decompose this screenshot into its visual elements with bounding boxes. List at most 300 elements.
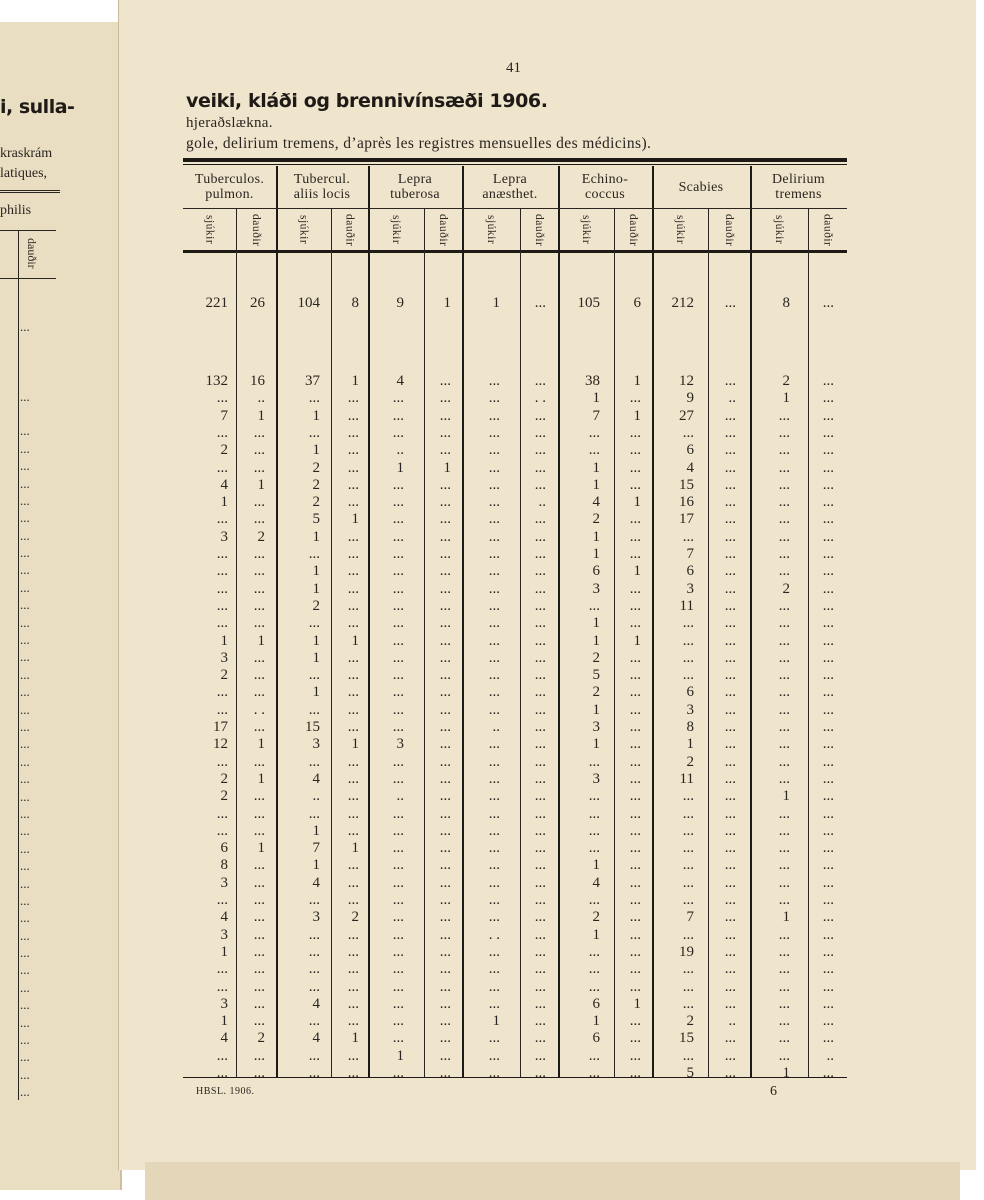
table-row-cell: ... (682, 528, 694, 545)
table-row-cell: 3 (312, 909, 320, 926)
left-page-value: ... (20, 701, 30, 717)
table-row-cell: ... (822, 580, 834, 597)
table-row-cell: ... (347, 753, 359, 770)
table-row-cell: ... (588, 978, 600, 995)
table-row-cell: ... (534, 615, 546, 632)
table-row-cell: 1 (351, 840, 359, 857)
table-row-cell: ... (629, 546, 641, 562)
table-row-cell: ... (778, 892, 790, 908)
subheader-sjukir: sjúkir (203, 215, 216, 245)
left-page-value: ... (20, 666, 30, 682)
table-row-cell: ... (347, 1065, 359, 1081)
table-row-cell: 1 (220, 1013, 228, 1030)
table-row-cell: 17 (679, 511, 694, 528)
table-row-cell: ... (534, 476, 546, 493)
table-row-cell: ... (216, 1047, 228, 1064)
table-row-cell: ... (629, 684, 641, 701)
subheader-sjukir: sjúkir (773, 215, 785, 245)
table-row-cell: 2 (592, 909, 600, 926)
table-row-cell: ... (724, 840, 736, 857)
table-row-cell: ... (534, 442, 546, 459)
table-row-cell: ... (822, 822, 834, 839)
table-row-cell: ... (439, 563, 451, 580)
table-row-cell: 2 (686, 753, 694, 770)
table-row-cell: 1 (257, 840, 265, 857)
total-row-cell: 9 (396, 295, 404, 311)
table-row-cell: 3 (592, 580, 600, 597)
table-row-cell: 1 (633, 494, 641, 511)
table-row-cell: ... (588, 943, 600, 960)
table-row-cell: 16 (250, 373, 265, 389)
table-row-cell: ... (347, 684, 359, 701)
table-row-cell: ... (682, 874, 694, 891)
table-row-cell: ... (588, 822, 600, 839)
table-row-cell: ... (253, 822, 265, 839)
table-row-cell: ... (822, 1030, 834, 1047)
left-page-value (20, 353, 60, 370)
table-row-cell: 37 (305, 373, 320, 389)
table-row-cell: .. (312, 788, 320, 805)
table-row-cell: ... (347, 926, 359, 943)
table-row-cell: ... (822, 1065, 834, 1081)
column-header-5: Echino- coccus (581, 172, 629, 202)
table-row-cell: ... (253, 684, 265, 701)
table-row-cell: ... (392, 926, 404, 943)
table-row-cell: 1 (351, 1030, 359, 1047)
table-row-cell: ... (534, 943, 546, 960)
table-row-cell: ... (724, 874, 736, 891)
total-row-cell: 105 (577, 295, 600, 311)
table-row-cell: ... (778, 961, 790, 978)
left-page-value: ... (20, 788, 30, 804)
left-page-value: ... (20, 823, 30, 839)
table-row-cell: ... (392, 753, 404, 770)
table-row-cell: 11 (679, 770, 694, 787)
table-row-cell: ... (778, 511, 790, 528)
table-row-cell: ... (253, 857, 265, 874)
table-row-cell: ... (724, 632, 736, 649)
table-row-cell: ... (822, 961, 834, 978)
table-row-cell: ... (822, 442, 834, 459)
column-header-3: Lepra tuberosa (390, 172, 440, 202)
table-row-cell: ... (347, 597, 359, 614)
table-row-cell: ... (534, 1047, 546, 1064)
table-row-cell: ... (308, 390, 320, 407)
table-row-cell: .. (538, 494, 546, 511)
table-row-cell: ... (534, 874, 546, 891)
table-row-cell: ... (308, 667, 320, 684)
table-row-cell: ... (392, 528, 404, 545)
table-row-cell: ... (392, 494, 404, 511)
table-row-cell: 1 (312, 528, 320, 545)
table-row-cell: 2 (312, 597, 320, 614)
table-row-cell: 2 (312, 459, 320, 476)
table-row-cell: ... (822, 788, 834, 805)
table-row-cell: ... (724, 459, 736, 476)
left-page-value: ... (20, 458, 30, 474)
table-row-cell: 1 (257, 770, 265, 787)
column-header-7: Delirium tremens (772, 172, 825, 202)
table-row-cell: ... (347, 563, 359, 580)
table-row-cell: ... (534, 563, 546, 580)
table-row-cell: ... (822, 511, 834, 528)
total-row-cell: 1 (443, 295, 451, 311)
subheader-sjukir: sjúkir (485, 215, 497, 245)
table-row-cell: 2 (220, 788, 228, 805)
table-row-cell: ... (488, 961, 500, 978)
table-row-cell: ... (347, 528, 359, 545)
table-row-cell: .. (492, 719, 500, 735)
table-row-cell: ... (534, 736, 546, 753)
table-row-cell: 1 (592, 736, 600, 753)
table-row-cell: ... (822, 528, 834, 545)
table-row-cell: 6 (686, 563, 694, 580)
table-row-cell: ... (253, 943, 265, 960)
table-row-cell: ... (308, 943, 320, 960)
column-header-4: Lepra anæsthet. (482, 172, 538, 202)
column-header-1: Tuberculos. pulmon. (194, 172, 265, 202)
table-row-cell: ... (439, 857, 451, 874)
table-row-cell: ... (822, 943, 834, 960)
total-row-cell: 8 (782, 295, 790, 311)
table-row-cell: .. (826, 1047, 834, 1064)
table-row-cell: ... (588, 1047, 600, 1064)
table-row-cell: 12 (213, 736, 228, 753)
left-page-value: ... (20, 979, 30, 995)
table-row-cell: ... (724, 580, 736, 597)
table-row-cell: ... (253, 459, 265, 476)
table-row-cell: ... (308, 753, 320, 770)
table-row-cell: ... (347, 978, 359, 995)
left-page-value: ... (20, 927, 30, 943)
table-row-cell: ... (488, 736, 500, 753)
table-row-cell: ... (724, 909, 736, 926)
table-row-cell: 3 (220, 926, 228, 943)
table-row-cell: ... (392, 770, 404, 787)
table-row-cell: ... (778, 442, 790, 459)
table-row-cell: ... (488, 840, 500, 857)
table-row-cell: ... (308, 615, 320, 632)
table-row-cell: ... (822, 684, 834, 701)
left-page-rule (0, 190, 60, 194)
table-row-cell: ... (778, 926, 790, 943)
table-row-cell: ... (439, 995, 451, 1012)
table-row-cell: ... (629, 874, 641, 891)
table-row-cell: ... (216, 961, 228, 978)
table-row-cell: 1 (396, 1047, 404, 1064)
left-page-value: ... (20, 736, 30, 752)
table-row-cell: ... (253, 424, 265, 441)
table-row-cell: ... (347, 649, 359, 666)
left-page-heading: i, sulla- (0, 96, 75, 118)
table-row-cell: 1 (592, 390, 600, 407)
table-row-cell: ... (822, 770, 834, 787)
table-row-cell: 1 (592, 632, 600, 649)
left-page-column-values (20, 318, 60, 1101)
table-row-cell: ... (392, 961, 404, 978)
table-row-cell: ... (253, 926, 265, 943)
table-row-cell: ... (724, 961, 736, 978)
table-row-cell: ... (778, 701, 790, 718)
table-row-cell: 1 (351, 632, 359, 649)
table-row-cell: ... (778, 736, 790, 753)
table-row-cell: ... (724, 476, 736, 493)
table-row-cell: ... (822, 926, 834, 943)
left-page-value: ... (20, 892, 30, 908)
table-row-cell: ... (347, 701, 359, 718)
table-row-cell: ... (216, 684, 228, 701)
table-row-cell: 4 (312, 770, 320, 787)
subheader-daudir: dauðir (821, 213, 834, 247)
table-row-cell: ... (488, 909, 500, 926)
table-row-cell: ... (822, 597, 834, 614)
table-row-cell: ... (216, 424, 228, 441)
table-row-cell: ... (724, 926, 736, 943)
table-row-cell: ... (439, 442, 451, 459)
table-row-cell: ... (724, 1030, 736, 1047)
table-row-cell: .. (257, 390, 265, 407)
table-row-cell: ... (253, 563, 265, 580)
table-row-cell: 1 (312, 857, 320, 874)
table-row-cell: ... (682, 961, 694, 978)
table-row-cell: ... (216, 892, 228, 908)
table-row-cell: ... (488, 546, 500, 562)
table-row-cell: ... (629, 857, 641, 874)
table-row-cell: ... (778, 995, 790, 1012)
table-row-cell: ... (439, 649, 451, 666)
table-row-cell: ... (629, 943, 641, 960)
table-row-cell: ... (629, 788, 641, 805)
table-row-cell: ... (488, 476, 500, 493)
table-row-cell: 2 (312, 494, 320, 511)
table-row-cell: 8 (220, 857, 228, 874)
left-page-line2: latiques, (0, 166, 48, 181)
total-row-cell: 1 (492, 295, 500, 311)
table-row-cell: ... (778, 684, 790, 701)
table-row-cell: 2 (782, 373, 790, 389)
table-row-cell: 3 (686, 580, 694, 597)
table-row-cell: ... (392, 615, 404, 632)
table-row-cell: ... (629, 615, 641, 632)
page-edge (145, 1162, 960, 1200)
table-row-cell: ... (682, 926, 694, 943)
table-row-cell: ... (347, 442, 359, 459)
table-row-cell: ... (629, 926, 641, 943)
table-row-cell: ... (724, 528, 736, 545)
table-row-cell: 1 (592, 459, 600, 476)
table-row-cell: 1 (782, 788, 790, 805)
table-row-cell: ... (392, 822, 404, 839)
subheader-daudir: dauðir (627, 213, 639, 247)
table-row-cell: 1 (257, 476, 265, 493)
table-row-cell: ... (392, 632, 404, 649)
table-row-cell: ... (778, 822, 790, 839)
table-row-cell: ... (253, 580, 265, 597)
table-row-cell: ... (588, 840, 600, 857)
table-row-cell: ... (534, 770, 546, 787)
table-row-cell: ... (534, 995, 546, 1012)
table-row-cell: ... (724, 857, 736, 874)
table-row-cell: ... (488, 978, 500, 995)
table-row-cell: ... (682, 822, 694, 839)
table-row-cell: 4 (686, 459, 694, 476)
table-row-cell: 1 (782, 1065, 790, 1081)
table-row-cell: ... (822, 840, 834, 857)
left-page-value: ... (20, 649, 30, 665)
table-row-cell: ... (778, 667, 790, 684)
left-page-value: ... (20, 423, 30, 439)
table-row-cell: ... (682, 788, 694, 805)
table-row-cell: 2 (220, 442, 228, 459)
table-row-cell: ... (439, 615, 451, 632)
table-row-cell: 1 (257, 632, 265, 649)
table-row-cell: ... (629, 822, 641, 839)
table-row-cell: ... (439, 528, 451, 545)
table-row-cell: 2 (220, 770, 228, 787)
group-header-rule (276, 208, 368, 209)
table-row-cell: ... (347, 995, 359, 1012)
table-row-cell: ... (822, 632, 834, 649)
table-header-rule (183, 250, 847, 253)
table-row-cell: ... (347, 476, 359, 493)
table-row-cell: ... (253, 615, 265, 632)
table-row-cell: ... (308, 1013, 320, 1030)
subheader-daudir: dauðir (437, 213, 449, 247)
table-row-cell: ... (534, 667, 546, 684)
table-row-cell: ... (308, 892, 320, 908)
table-row-cell: 7 (220, 407, 228, 424)
left-page-value: ... (20, 614, 30, 630)
left-page-value: ... (20, 1032, 30, 1048)
table-row-cell: ... (778, 770, 790, 787)
table-row-cell: 3 (220, 874, 228, 891)
table-row-cell: ... (308, 978, 320, 995)
table-row-cell: ... (534, 840, 546, 857)
table-row-cell: 2 (220, 667, 228, 684)
table-row-cell: ... (488, 995, 500, 1012)
left-page-value: ... (20, 440, 30, 456)
table-row-cell: 1 (220, 943, 228, 960)
table-row-cell: ... (534, 719, 546, 735)
table-row-cell: ... (392, 476, 404, 493)
group-header-rule (558, 208, 652, 209)
table-row-cell: 1 (592, 528, 600, 545)
subheader-sjukir: sjúkir (297, 215, 310, 245)
table-row-cell: ... (822, 995, 834, 1012)
footer-signature: HBSL. 1906. (196, 1086, 255, 1097)
table-row-cell: ... (629, 390, 641, 407)
table-row-cell: ... (392, 805, 404, 822)
table-row-cell: ... (216, 753, 228, 770)
table-row-cell: ... (347, 857, 359, 874)
table-row-cell: ... (778, 1013, 790, 1030)
table-row-cell: ... (488, 943, 500, 960)
table-row-cell: ... (724, 701, 736, 718)
table-row-cell: 19 (679, 943, 694, 960)
table-row-cell: ... (778, 459, 790, 476)
left-page-value: ... (20, 840, 30, 856)
table-row-cell: ... (682, 995, 694, 1012)
table-row-cell: ... (488, 632, 500, 649)
table-row-cell: ... (392, 580, 404, 597)
left-page-value: ... (20, 805, 30, 821)
table-row-cell: ... (488, 649, 500, 666)
table-row-cell: ... (439, 1047, 451, 1064)
table-row-cell: ... (392, 667, 404, 684)
table-row-cell: ... (253, 494, 265, 511)
left-page-value: ... (20, 632, 30, 648)
table-row-cell: ... (682, 892, 694, 908)
table-row-cell: ... (822, 563, 834, 580)
table-row-cell: ... (488, 805, 500, 822)
table-row-cell: 1 (633, 632, 641, 649)
page-number: 41 (506, 60, 521, 76)
table-row-cell: ... (392, 424, 404, 441)
table-row-cell: 3 (686, 701, 694, 718)
table-row-cell: ... (439, 736, 451, 753)
table-row-cell: .. (396, 788, 404, 805)
table-row-cell: ... (392, 909, 404, 926)
table-row-cell: ... (682, 424, 694, 441)
table-row-cell: 1 (686, 736, 694, 753)
table-row-cell: ... (439, 719, 451, 735)
table-row-cell: ... (588, 1065, 600, 1081)
table-row-cell: ... (778, 1047, 790, 1064)
table-row-cell: ... (629, 736, 641, 753)
table-row-cell: ... (488, 892, 500, 908)
left-page-value: ... (20, 910, 30, 926)
table-row-cell: ... (308, 961, 320, 978)
table-row-cell: ... (347, 822, 359, 839)
table-row-cell: ... (439, 943, 451, 960)
table-row-cell: ... (534, 649, 546, 666)
table-row-cell: ... (588, 753, 600, 770)
table-row-cell: 1 (351, 511, 359, 528)
table-row-cell: ... (439, 1065, 451, 1081)
table-row-cell: . . (253, 701, 265, 718)
table-row-cell: ... (216, 615, 228, 632)
table-row-cell: . . (488, 926, 500, 943)
group-header-rule (462, 208, 558, 209)
table-row-cell: ... (216, 546, 228, 562)
table-row-cell: ... (253, 511, 265, 528)
table-row-cell: ... (253, 442, 265, 459)
table-row-cell: 2 (312, 476, 320, 493)
table-row-cell: 2 (592, 511, 600, 528)
table-row-cell: ... (347, 407, 359, 424)
table-row-cell: ... (778, 943, 790, 960)
table-row-cell: ... (439, 546, 451, 562)
table-row-cell: ... (347, 546, 359, 562)
table-row-cell: 1 (592, 857, 600, 874)
table-row-cell: ... (439, 909, 451, 926)
column-header-2: Tubercul. aliis locis (293, 172, 351, 202)
table-row-cell: 4 (220, 909, 228, 926)
table-row-cell: ... (724, 805, 736, 822)
table-row-cell: ... (682, 1047, 694, 1064)
table-row-cell: 1 (312, 649, 320, 666)
table-row-cell: ... (822, 736, 834, 753)
table-row-cell: . . (534, 390, 546, 407)
table-row-cell: ... (216, 701, 228, 718)
table-row-cell: 3 (220, 995, 228, 1012)
table-row-cell: ... (778, 840, 790, 857)
group-header-rule (750, 208, 847, 209)
table-row-cell: ... (534, 1030, 546, 1047)
table-row-cell: 3 (592, 770, 600, 787)
table-row-cell: ... (488, 580, 500, 597)
table-row-cell: 1 (633, 563, 641, 580)
